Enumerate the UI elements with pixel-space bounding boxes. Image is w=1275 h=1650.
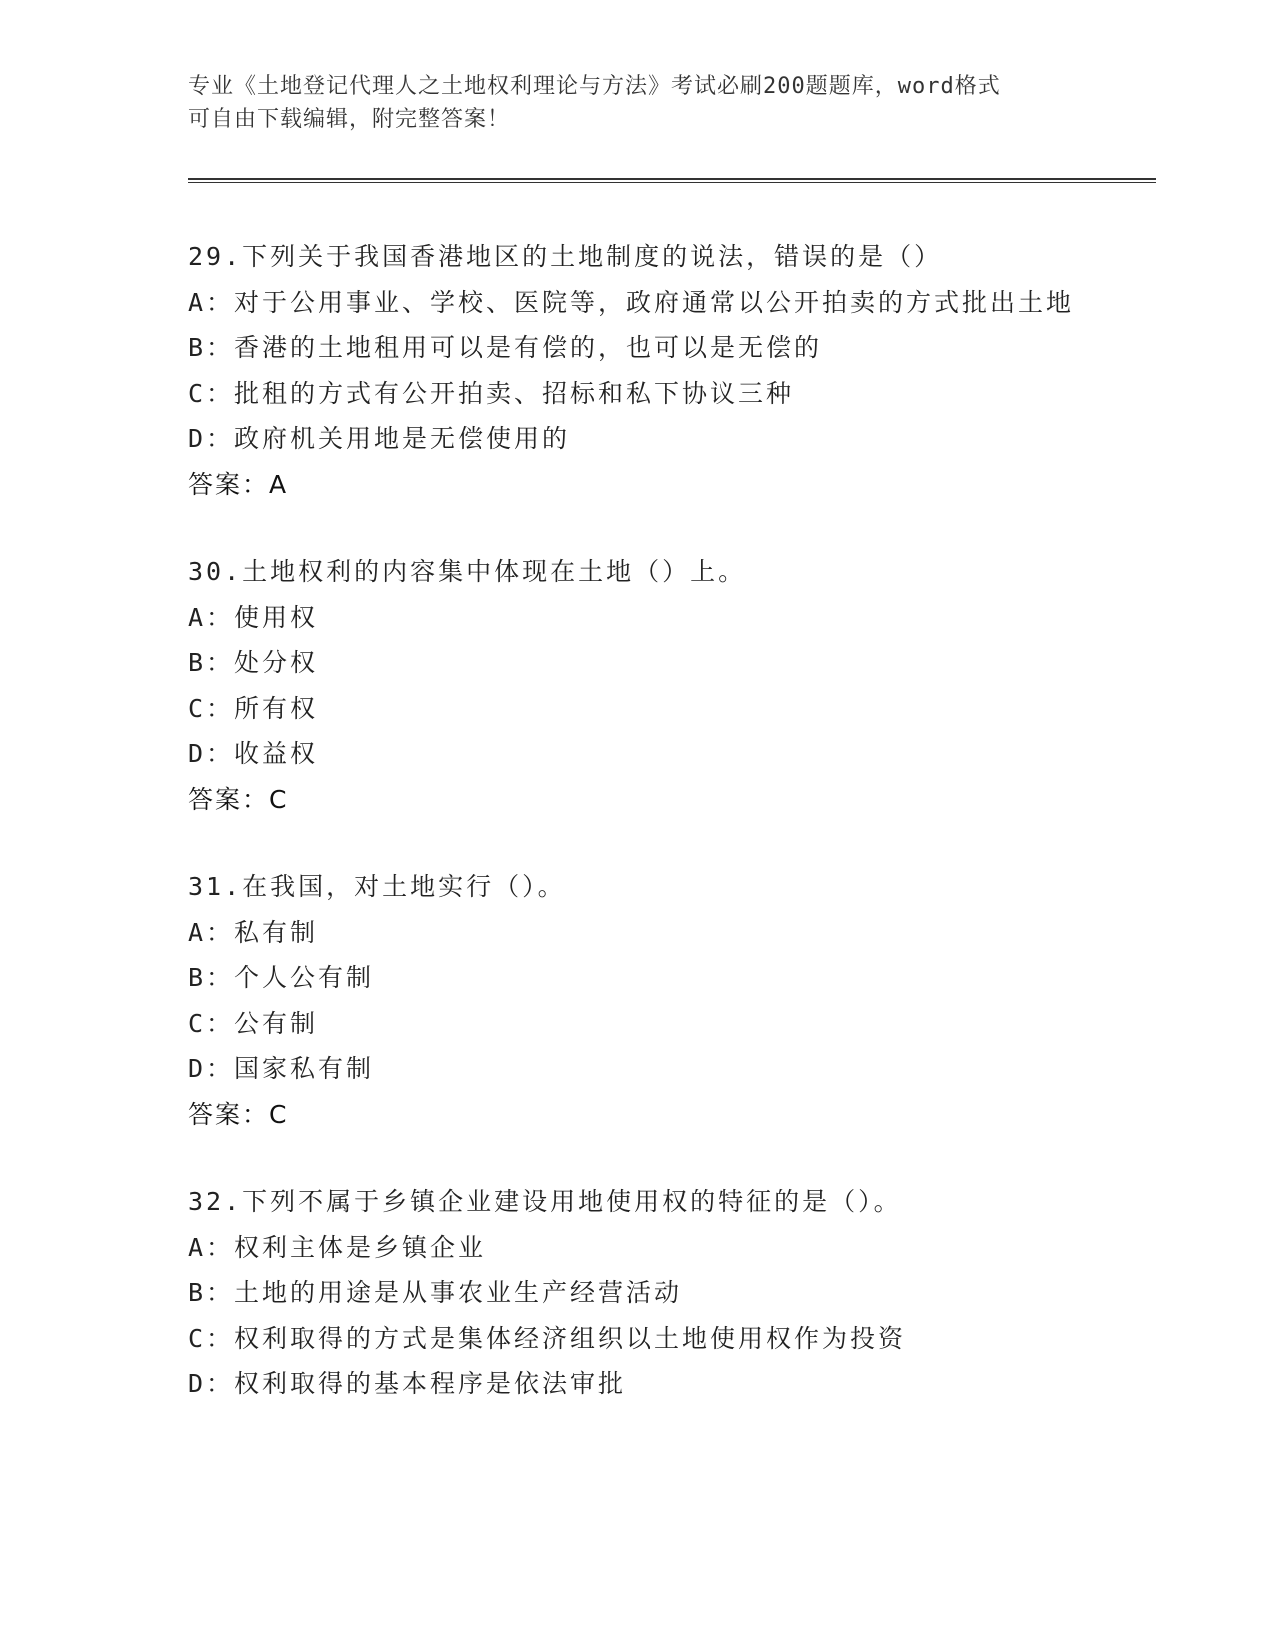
question-stem: 29.下列关于我国香港地区的土地制度的说法，错误的是（）: [188, 242, 943, 271]
answer-line: 答案：C: [188, 784, 289, 814]
question-32: [188, 1179, 1088, 1407]
question-30: [188, 549, 1088, 822]
answer-line: 答案：C: [188, 1099, 289, 1129]
question-list: [188, 234, 1088, 1449]
option-c: C：所有权: [188, 693, 319, 723]
option-a: A：权利主体是乡镇企业: [188, 1232, 487, 1262]
question-stem: 30.土地权利的内容集中体现在土地（）上。: [188, 557, 747, 586]
question-29: [188, 234, 1088, 507]
question-stem: 31.在我国，对土地实行（）。: [188, 872, 566, 901]
option-d: D：权利取得的基本程序是依法审批: [188, 1369, 627, 1398]
header-line-2: 可自由下载编辑，附完整答案！: [188, 107, 511, 132]
header-line-1: 专业《土地登记代理人之土地权利理论与方法》考试必刷200题题库，word格式: [188, 74, 1001, 99]
option-b: B：香港的土地租用可以是有偿的，也可以是无偿的: [188, 333, 823, 362]
question-stem: 32.下列不属于乡镇企业建设用地使用权的特征的是（）。: [188, 1187, 902, 1216]
option-a: A：私有制: [188, 917, 319, 947]
question-31: [188, 864, 1088, 1137]
option-b: B：处分权: [188, 648, 319, 677]
option-d: D：国家私有制: [188, 1054, 375, 1083]
option-b: B：个人公有制: [188, 963, 375, 992]
option-c: C：公有制: [188, 1008, 319, 1038]
document-header: [188, 70, 1088, 136]
option-c: C：批租的方式有公开拍卖、招标和私下协议三种: [188, 378, 795, 408]
option-d: D：政府机关用地是无偿使用的: [188, 424, 571, 453]
option-d: D：收益权: [188, 739, 319, 768]
option-b: B：土地的用途是从事农业生产经营活动: [188, 1278, 683, 1307]
option-a: A：使用权: [188, 602, 319, 632]
option-c: C：权利取得的方式是集体经济组织以土地使用权作为投资: [188, 1323, 907, 1353]
header-divider: [188, 178, 1156, 183]
option-a: A：对于公用事业、学校、医院等，政府通常以公开拍卖的方式批出土地: [188, 287, 1075, 317]
answer-line: 答案：A: [188, 469, 289, 499]
